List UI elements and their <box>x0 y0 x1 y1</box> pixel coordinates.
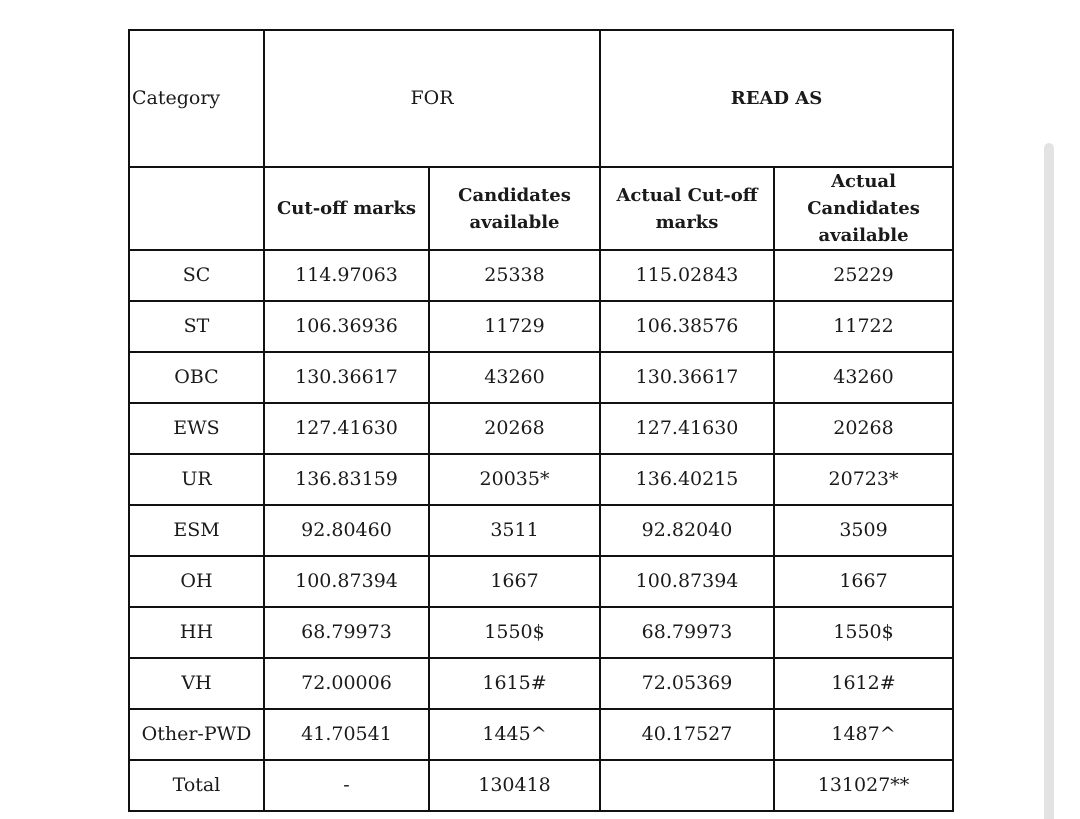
candidates-cell: 3511 <box>429 505 600 556</box>
table-row <box>129 709 953 760</box>
candidates-cell: 1667 <box>429 556 600 607</box>
read-as-header: READ AS <box>600 30 953 167</box>
actual-cutoff-cell: 72.05369 <box>600 658 774 709</box>
actual-cutoff-cell: 136.40215 <box>600 454 774 505</box>
table-row <box>129 607 953 658</box>
actual-candidates-cell: 1487^ <box>774 709 953 760</box>
subheader-row <box>129 167 953 250</box>
cutoff-cell: 130.36617 <box>264 352 429 403</box>
candidates-cell: 11729 <box>429 301 600 352</box>
table-row <box>129 505 953 556</box>
cutoff-cell: 136.83159 <box>264 454 429 505</box>
actual-candidates-cell: 1667 <box>774 556 953 607</box>
category-cell: OBC <box>129 352 264 403</box>
category-cell: VH <box>129 658 264 709</box>
actual-cutoff-cell: 92.82040 <box>600 505 774 556</box>
actual-candidates-cell: 20268 <box>774 403 953 454</box>
table-body <box>129 30 953 811</box>
actual-cutoff-header: Actual Cut-off marks <box>600 167 774 250</box>
category-cell: EWS <box>129 403 264 454</box>
for-header: FOR <box>264 30 600 167</box>
actual-candidates-cell: 43260 <box>774 352 953 403</box>
category-cell: Other-PWD <box>129 709 264 760</box>
cutoff-cell: 100.87394 <box>264 556 429 607</box>
category-cell: SC <box>129 250 264 301</box>
total-candidates-cell: 130418 <box>429 760 600 811</box>
total-actual-candidates-cell: 131027** <box>774 760 953 811</box>
actual-cutoff-cell: 115.02843 <box>600 250 774 301</box>
candidates-cell: 1550$ <box>429 607 600 658</box>
total-actual-cutoff-cell <box>600 760 774 811</box>
candidates-cell: 20268 <box>429 403 600 454</box>
table-row <box>129 250 953 301</box>
table-row <box>129 454 953 505</box>
total-category-cell: Total <box>129 760 264 811</box>
actual-candidates-cell: 1612# <box>774 658 953 709</box>
category-cell: OH <box>129 556 264 607</box>
candidates-cell: 43260 <box>429 352 600 403</box>
actual-candidates-header: Actual Candidates available <box>774 167 953 250</box>
category-cell: HH <box>129 607 264 658</box>
actual-cutoff-cell: 130.36617 <box>600 352 774 403</box>
actual-candidates-cell: 25229 <box>774 250 953 301</box>
table-row <box>129 403 953 454</box>
category-cell: ESM <box>129 505 264 556</box>
cutoff-cell: 68.79973 <box>264 607 429 658</box>
total-cutoff-cell: - <box>264 760 429 811</box>
table-row <box>129 658 953 709</box>
actual-cutoff-cell: 106.38576 <box>600 301 774 352</box>
category-cell: ST <box>129 301 264 352</box>
cutoff-cell: 72.00006 <box>264 658 429 709</box>
actual-candidates-cell: 11722 <box>774 301 953 352</box>
cutoff-table <box>128 29 954 812</box>
cutoff-cell: 114.97063 <box>264 250 429 301</box>
candidates-cell: 25338 <box>429 250 600 301</box>
candidates-cell: 1615# <box>429 658 600 709</box>
candidates-cell: 1445^ <box>429 709 600 760</box>
subheader-empty-cell <box>129 167 264 250</box>
cutoff-cell: 106.36936 <box>264 301 429 352</box>
table-row <box>129 556 953 607</box>
cutoff-cell: 41.70541 <box>264 709 429 760</box>
actual-cutoff-cell: 40.17527 <box>600 709 774 760</box>
actual-candidates-cell: 3509 <box>774 505 953 556</box>
category-header: Category <box>129 30 264 167</box>
actual-candidates-cell: 1550$ <box>774 607 953 658</box>
table-row <box>129 352 953 403</box>
actual-cutoff-cell: 68.79973 <box>600 607 774 658</box>
table-row <box>129 301 953 352</box>
candidates-cell: 20035* <box>429 454 600 505</box>
scrollbar[interactable] <box>1044 143 1054 819</box>
cutoff-marks-header: Cut-off marks <box>264 167 429 250</box>
actual-cutoff-cell: 100.87394 <box>600 556 774 607</box>
total-row <box>129 760 953 811</box>
actual-candidates-cell: 20723* <box>774 454 953 505</box>
category-cell: UR <box>129 454 264 505</box>
candidates-available-header: Candidates available <box>429 167 600 250</box>
cutoff-cell: 127.41630 <box>264 403 429 454</box>
cutoff-cell: 92.80460 <box>264 505 429 556</box>
actual-cutoff-cell: 127.41630 <box>600 403 774 454</box>
header-row <box>129 30 953 167</box>
